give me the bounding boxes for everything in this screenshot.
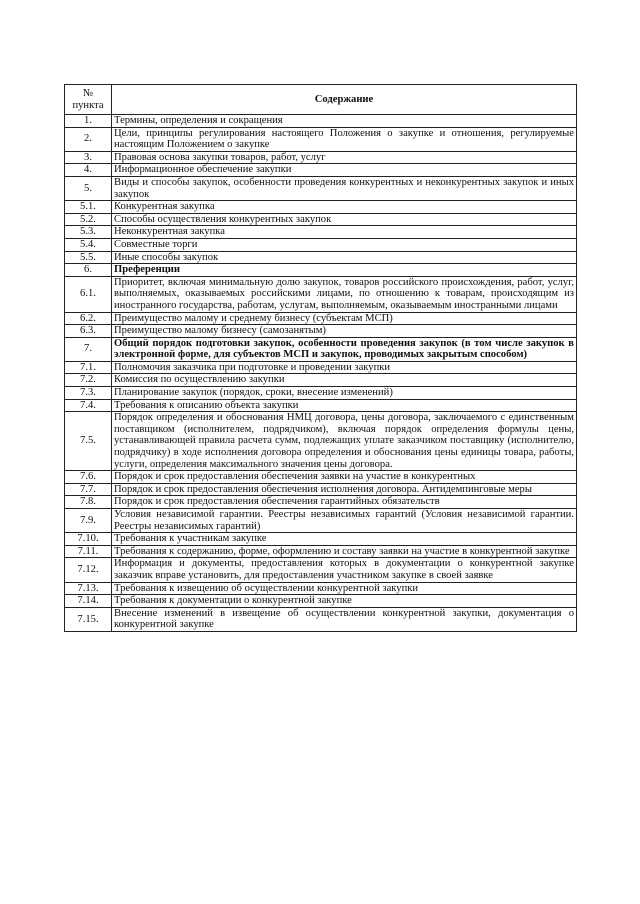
table-row: [65, 115, 577, 128]
item-title: Внесение изменений в извещение об осуществлении конкурентной закупки, документация о конкурентной закупке: [112, 607, 577, 631]
item-title: Полномочия заказчика при подготовке и проведении закупки: [112, 361, 577, 374]
item-number: 2.: [65, 127, 112, 151]
table-row: [65, 607, 577, 631]
table-row: [65, 127, 577, 151]
table-row: [65, 176, 577, 200]
table-row: [65, 164, 577, 177]
item-number: 7.1.: [65, 361, 112, 374]
item-title: Порядок и срок предоставления обеспечения исполнения договора. Антидемпинговые меры: [112, 483, 577, 496]
item-number: 5.1.: [65, 201, 112, 214]
table-row: [65, 399, 577, 412]
table-row: [65, 374, 577, 387]
item-title: Требования к участникам закупке: [112, 533, 577, 546]
item-title: Информационное обеспечение закупки: [112, 164, 577, 177]
table-row: [65, 533, 577, 546]
item-number-header-line2: пункта: [72, 99, 104, 111]
item-title: Термины, определения и сокращения: [112, 115, 577, 128]
table-row: [65, 264, 577, 277]
item-number: 7.8.: [65, 496, 112, 509]
item-title: Общий порядок подготовки закупок, особенности проведения закупок (в том числе закупок в электронной форме, для субъектов МСП и закупок, проводимых закрытым способом): [112, 337, 577, 361]
item-number: 7.10.: [65, 533, 112, 546]
table-row: [65, 226, 577, 239]
item-number: 7.: [65, 337, 112, 361]
item-title: Конкурентная закупка: [112, 201, 577, 214]
contents-body: [65, 115, 577, 632]
item-number-header-line1: №: [82, 87, 94, 99]
table-row: [65, 325, 577, 338]
item-number: 6.2.: [65, 312, 112, 325]
item-number: 7.11.: [65, 545, 112, 558]
item-title: Информация и документы, предоставления которых в документации о конкурентной закупке заказчик вправе установить, для предоставления участником закупке в своей заявке: [112, 558, 577, 582]
item-title: Преференции: [112, 264, 577, 277]
table-row: [65, 201, 577, 214]
item-number: 7.5.: [65, 412, 112, 471]
item-number: 6.: [65, 264, 112, 277]
table-row: [65, 276, 577, 312]
item-title: Способы осуществления конкурентных закупок: [112, 213, 577, 226]
item-title: Порядок и срок предоставления обеспечения заявки на участие в конкурентных: [112, 471, 577, 484]
table-row: [65, 312, 577, 325]
item-number: 7.12.: [65, 558, 112, 582]
table-row: [65, 251, 577, 264]
item-number: 3.: [65, 151, 112, 164]
item-number: 5.3.: [65, 226, 112, 239]
item-number: 7.7.: [65, 483, 112, 496]
item-number: 5.2.: [65, 213, 112, 226]
item-title: Преимущество малому и среднему бизнесу (субъектам МСП): [112, 312, 577, 325]
item-title: Порядок и срок предоставления обеспечения гарантийных обязательств: [112, 496, 577, 509]
item-title: Виды и способы закупок, особенности проведения конкурентных и неконкурентных закупок и иных закупок: [112, 176, 577, 200]
table-row: [65, 471, 577, 484]
item-number: 7.14.: [65, 595, 112, 608]
item-title: Комиссия по осуществлению закупки: [112, 374, 577, 387]
table-row: [65, 387, 577, 400]
table-row: [65, 151, 577, 164]
item-title: Планирование закупок (порядок, сроки, внесение изменений): [112, 387, 577, 400]
table-row: [65, 238, 577, 251]
item-number: 7.13.: [65, 582, 112, 595]
contents-table: [64, 84, 577, 632]
item-title: Требования к извещению об осуществлении конкурентной закупки: [112, 582, 577, 595]
item-number: 7.3.: [65, 387, 112, 400]
item-number: 5.5.: [65, 251, 112, 264]
table-row: [65, 213, 577, 226]
content-header: Содержание: [112, 85, 577, 115]
table-row: [65, 496, 577, 509]
item-number: 4.: [65, 164, 112, 177]
table-row: [65, 509, 577, 533]
table-row: [65, 545, 577, 558]
item-number: 6.1.: [65, 276, 112, 312]
item-number: 7.15.: [65, 607, 112, 631]
item-number: 7.6.: [65, 471, 112, 484]
item-number: 7.2.: [65, 374, 112, 387]
table-row: [65, 337, 577, 361]
item-title: Иные способы закупок: [112, 251, 577, 264]
item-number: 7.9.: [65, 509, 112, 533]
table-row: [65, 582, 577, 595]
table-row: [65, 558, 577, 582]
item-title: Преимущество малому бизнесу (самозанятым): [112, 325, 577, 338]
item-number: 5.: [65, 176, 112, 200]
table-row: [65, 412, 577, 471]
item-title: Условия независимой гарантии. Реестры независимых гарантий (Условия независимой гарантии. Реестры независимых гарантий): [112, 509, 577, 533]
item-number: 1.: [65, 115, 112, 128]
item-title: Требования к документации о конкурентной закупке: [112, 595, 577, 608]
item-title: Неконкурентная закупка: [112, 226, 577, 239]
item-number-header: [65, 85, 112, 115]
item-number: 6.3.: [65, 325, 112, 338]
table-header-row: [65, 85, 577, 115]
item-title: Приоритет, включая минимальную долю закупок, товаров российского происхождения, работ, услуг, выполняемых, оказываемых российскими лицами, по отношению к товарам, происходящим из иностранного государства, работам, услугам, выполняемым, оказываемым иностранными лицами: [112, 276, 577, 312]
item-title: Правовая основа закупки товаров, работ, услуг: [112, 151, 577, 164]
table-row: [65, 361, 577, 374]
table-row: [65, 595, 577, 608]
item-title: Цели, принципы регулирования настоящего Положения о закупке и отношения, регулируемые настоящим Положением о закупке: [112, 127, 577, 151]
item-title: Совместные торги: [112, 238, 577, 251]
item-number: 7.4.: [65, 399, 112, 412]
item-number: 5.4.: [65, 238, 112, 251]
item-title: Требования к содержанию, форме, оформлению и составу заявки на участие в конкурентной закупке: [112, 545, 577, 558]
table-row: [65, 483, 577, 496]
item-title: Требования к описанию объекта закупки: [112, 399, 577, 412]
item-title: Порядок определения и обоснования НМЦ договора, цены договора, заключаемого с единственным поставщиком (исполнителем, подрядчиком), включая порядок определения формулы цены, устанавливающей правила расчета сумм, подлежащих уплате заказчиком поставщику (исполнителю, подрядчику) в ходе исполнения договора определения и обоснования цены единицы товара, работы, услуги, определения максимального значения цены договора.: [112, 412, 577, 471]
